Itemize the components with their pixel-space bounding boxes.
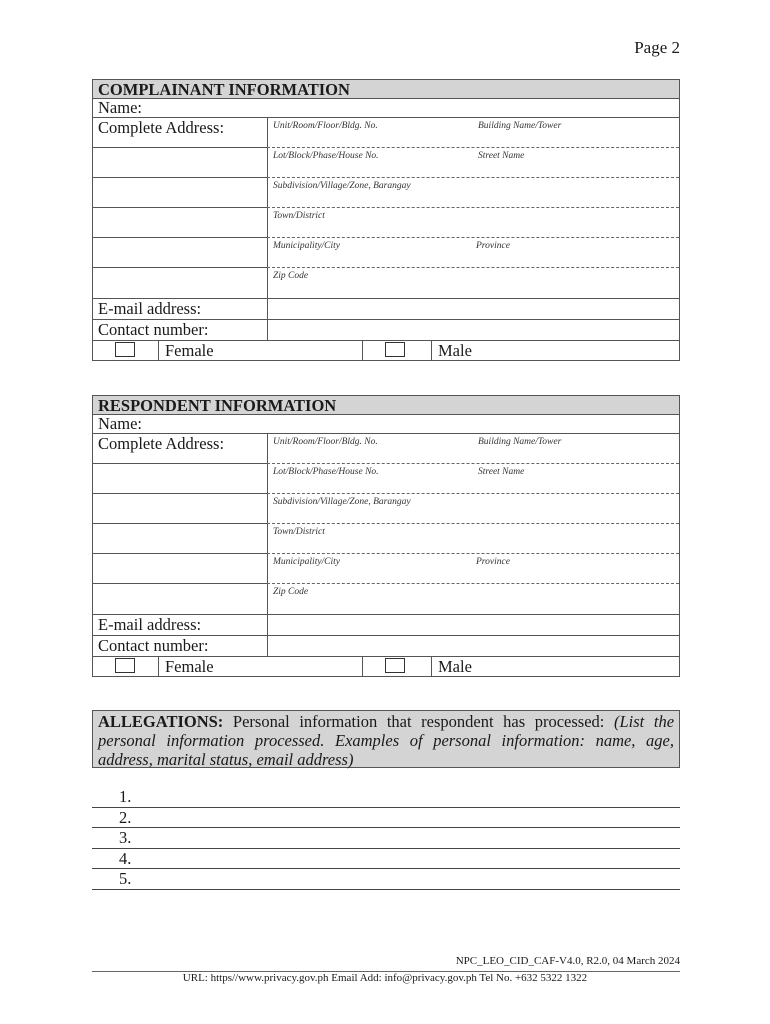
respondent-female-label: Female [165, 657, 214, 676]
list-item[interactable]: 4. [92, 849, 680, 870]
list-item[interactable]: 2. [92, 808, 680, 829]
form-code: NPC_LEO_CID_CAF-V4.0, R2.0, 04 March 2024 [455, 955, 680, 967]
respondent-email-label: E-mail address: [98, 615, 202, 634]
allegations-text: Personal information that respondent has processed: [223, 712, 605, 731]
allegations-box [92, 710, 680, 768]
zip-field[interactable]: Zip Code [273, 271, 309, 281]
complainant-address-label: Complete Address: [98, 118, 225, 137]
respondent-section [92, 395, 680, 677]
list-item[interactable]: 3. [92, 828, 680, 849]
zip-field[interactable]: Zip Code [273, 587, 309, 597]
allegations-instructions: (List the personal information processed. Examples of personal information: name, age, address, marital status, email address) [98, 712, 675, 769]
complainant-female-checkbox[interactable] [115, 342, 135, 357]
complainant-female-label: Female [165, 341, 214, 360]
respondent-address-label: Complete Address: [98, 434, 225, 453]
complainant-contact-row[interactable] [93, 320, 679, 341]
unit-field[interactable]: Unit/Room/Floor/Bldg. No. [273, 437, 378, 447]
complainant-contact-label: Contact number: [98, 320, 209, 339]
list-item[interactable]: 1. [92, 787, 680, 808]
lot-field[interactable]: Lot/Block/Phase/House No. [273, 467, 379, 477]
subdivision-field[interactable]: Subdivision/Village/Zone, Barangay [273, 181, 411, 191]
town-field[interactable]: Town/District [273, 211, 325, 221]
building-field[interactable]: Building Name/Tower [478, 437, 562, 447]
respondent-male-label: Male [438, 657, 472, 676]
respondent-contact-row[interactable] [93, 636, 679, 657]
complainant-email-row[interactable] [93, 299, 679, 320]
respondent-email-row[interactable] [93, 615, 679, 636]
respondent-header: RESPONDENT INFORMATION [93, 396, 679, 415]
building-field[interactable]: Building Name/Tower [478, 121, 562, 131]
complainant-gender-row [93, 341, 679, 360]
lot-field[interactable]: Lot/Block/Phase/House No. [273, 151, 379, 161]
street-field[interactable]: Street Name [478, 467, 525, 477]
respondent-male-checkbox[interactable] [385, 658, 405, 673]
municipality-field[interactable]: Municipality/City [273, 241, 341, 251]
province-field[interactable]: Province [476, 557, 510, 567]
respondent-name-field[interactable] [93, 415, 679, 434]
municipality-field[interactable]: Municipality/City [273, 557, 341, 567]
allegations-title: ALLEGATIONS: [98, 712, 224, 731]
respondent-name-label: Name: [98, 414, 142, 433]
complainant-email-label: E-mail address: [98, 299, 202, 318]
complainant-male-label: Male [438, 341, 472, 360]
province-field[interactable]: Province [476, 241, 510, 251]
subdivision-field[interactable]: Subdivision/Village/Zone, Barangay [273, 497, 411, 507]
complainant-address-block [93, 118, 679, 299]
respondent-gender-row [93, 657, 679, 676]
unit-field[interactable]: Unit/Room/Floor/Bldg. No. [273, 121, 378, 131]
complainant-name-field[interactable] [93, 99, 679, 118]
page-number: Page 2 [634, 38, 680, 57]
complainant-male-checkbox[interactable] [385, 342, 405, 357]
town-field[interactable]: Town/District [273, 527, 325, 537]
complainant-section [92, 79, 680, 361]
complainant-header: COMPLAINANT INFORMATION [93, 80, 679, 99]
street-field[interactable]: Street Name [478, 151, 525, 161]
respondent-contact-label: Contact number: [98, 636, 209, 655]
respondent-female-checkbox[interactable] [115, 658, 135, 673]
complainant-name-label: Name: [98, 98, 142, 117]
respondent-address-block [93, 434, 679, 615]
allegations-list [92, 787, 680, 890]
footer-contact: URL: https//www.privacy.gov.ph Email Add: info@privacy.gov.ph Tel No. +632 5322 1322 [182, 972, 588, 984]
list-item[interactable]: 5. [92, 869, 680, 890]
